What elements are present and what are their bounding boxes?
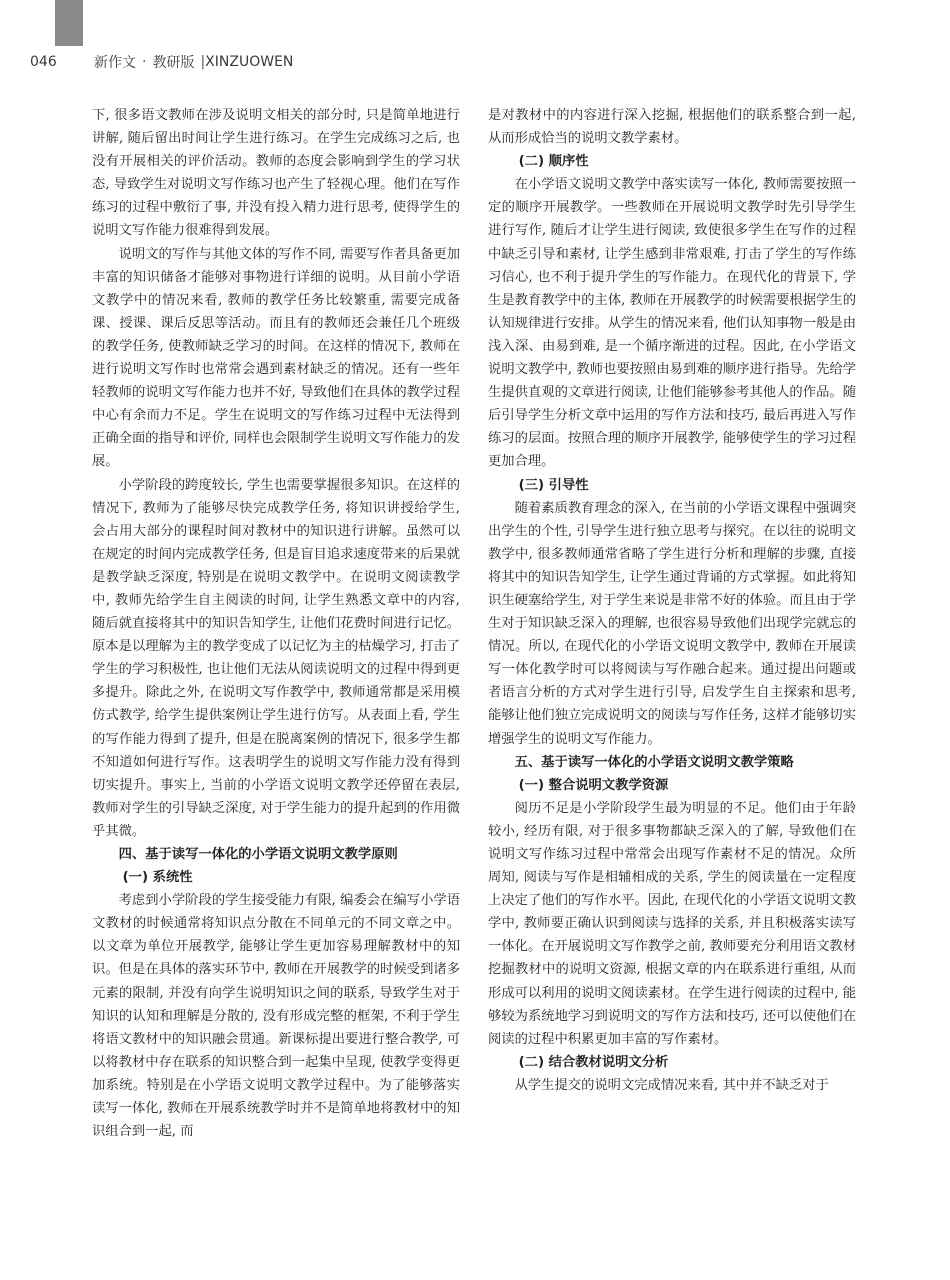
subsection-heading: (一) 系统性: [122, 870, 193, 886]
page-tab-marker: [55, 0, 83, 46]
header-dot: ·: [142, 54, 147, 70]
right-column: [488, 104, 856, 1097]
page-number: 046: [30, 54, 57, 70]
paragraph: 是对教材中的内容进行深入挖掘, 根据他们的联系整合到一起, 从而形成恰当的说明文教学素材。: [488, 108, 856, 147]
subsection-heading: (三) 引导性: [518, 477, 589, 493]
paragraph: 小学阶段的跨度较长, 学生也需要掌握很多知识。在这样的情况下, 教师为了能够尽快完成教学任务, 将知识讲授给学生, 会占用大部分的课程时间对教材中的知识进行讲解。虽然可以在规定的时间内完成教学任务, 但是盲目追求速度带来的后果就是教学缺乏深度, 特别是在说明文教学中。在说明文阅读教学中, 教师先给学生自主阅读的时间, 让学生熟悉文章中的内容, 随后就直接将其中的知识告知学生, 让他们花费时间进行记忆。原本是以理解为主的教学变成了以记忆为主的枯燥学习, 打击了学生的学习积极性, 也让他们无法从阅读说明文的过程中得到更多提升。除此之外, 在说明文写作教学中, 教师通常都是采用模仿式教学, 给学生提供案例让学生进行仿写。从表面上看, 学生的写作能力得到了提升, 但是在脱离案例的情况下, 很多学生都不知道如何进行写作。这表明学生的说明文写作能力没有得到切实提升。事实上, 当前的小学语文说明文教学还停留在表层, 教师对学生的引导缺乏深度, 对于学生能力的提升起到的作用微乎其微。: [92, 477, 460, 839]
header-divider: |: [200, 54, 206, 70]
paragraph: 在小学语文说明文教学中落实读写一体化, 教师需要按照一定的顺序开展教学。一些教师在开展说明文教学时先引导学生进行写作, 随后才让学生进行阅读, 致使很多学生在写作的过程中缺乏引导和素材, 让学生感到非常艰难, 打击了学生的写作练习信心, 也不利于提升学生的写作能力。在现代化的背景下, 学生是教育教学中的主体, 教师在开展教学的时候需要根据学生的认知规律进行安排。从学生的情况来看, 他们认知事物一般是由浅入深、由易到难, 是一个循序渐进的过程。因此, 在小学语文说明文教学中, 教师也要按照由易到难的顺序进行指导。先给学生提供直观的文章进行阅读, 让他们能够参考其他人的作品。随后引导学生分析文章中运用的写作方法和技巧, 最后再进入写作练习的层面。按照合理的顺序开展教学, 能够使学生的学习过程更加合理。: [488, 177, 856, 470]
running-header: [30, 52, 293, 72]
paragraph: 阅历不足是小学阶段学生最为明显的不足。他们由于年龄较小, 经历有限, 对于很多事物都缺乏深入的了解, 导致他们在说明文写作练习过程中常常会出现写作素材不足的情况。众所周知, 阅读与写作是相辅相成的关系, 学生的阅读量在一定程度上决定了他们的写作水平。因此, 在现代化的小学语文说明文教学中, 教师要正确认识到阅读与选择的关系, 并且积极落实读写一体化。在开展说明文写作教学之前, 教师要充分利用语文教材挖掘教材中的说明文资源, 根据文章的内在联系进行重组, 从而形成可以利用的说明文阅读素材。在学生进行阅读的过程中, 能够较为系统地学习到说明文的写作方法和技巧, 还可以使他们在阅读的过程中积累更加丰富的写作素材。: [488, 800, 856, 1047]
paragraph: 随着素质教育理念的深入, 在当前的小学语文课程中强调突出学生的个性, 引导学生进行独立思考与探究。在以往的说明文教学中, 很多教师通常省略了学生进行分析和理解的步骤, 直接将其中的知识告知学生, 让学生通过背诵的方式掌握。如此将知识生硬塞给学生, 对于学生来说是非常不好的体验。而且由于学生对于知识缺乏深入的理解, 也很容易导致他们出现学完就忘的情况。所以, 在现代化的小学语文说明文教学中, 教师在开展读写一体化教学时可以将阅读与写作融合起来。通过提出问题或者语言分析的方式对学生进行引导, 启发学生自主探索和思考, 能够让他们独立完成说明文的阅读与写作任务, 这样才能够切实增强学生的说明文写作能力。: [488, 500, 856, 747]
subsection-heading: (一) 整合说明文教学资源: [518, 777, 669, 793]
paragraph: 下, 很多语文教师在涉及说明文相关的部分时, 只是简单地进行讲解, 随后留出时间让学生进行练习。在学生完成练习之后, 也没有开展相关的评价活动。教师的态度会影响到学生的学习状态, 导致学生对说明文写作练习也产生了轻视心理。他们在写作练习的过程中敷衍了事, 并没有投入精力进行思考, 使得学生的说明文写作能力很难得到发展。: [92, 108, 460, 239]
brand-label: XINZUOWEN: [205, 54, 294, 70]
subsection-heading: (二) 结合教材说明文分析: [518, 1054, 669, 1070]
subsection-heading: (二) 顺序性: [518, 154, 589, 170]
paragraph: 说明文的写作与其他文体的写作不同, 需要写作者具备更加丰富的知识储备才能够对事物进行详细的说明。从目前小学语文教学中的情况来看, 教师的教学任务比较繁重, 需要完成备课、授课、课后反思等活动。而且有的教师还会兼任几个班级的教学任务, 使教师缺乏学习的时间。在这样的情况下, 教师在进行说明文写作时也常常会遇到素材缺乏的情况。还有一些年轻教师的说明文写作能力也并不好, 导致他们在具体的教学过程中心有余而力不足。学生在说明文的写作练习过程中无法得到正确全面的指导和评价, 同样也会限制学生说明文写作能力的发展。: [92, 246, 460, 470]
section-heading: 四、基于读写一体化的小学语文说明文教学原则: [118, 847, 398, 862]
paragraph: 考虑到小学阶段的学生接受能力有限, 编委会在编写小学语文教材的时候通常将知识点分散在不同单元的不同文章之中。以文章为单位开展教学, 能够让学生更加容易理解教材中的知识。但是在具体的落实环节中, 教师在开展教学的时候受到诸多元素的限制, 并没有向学生说明知识之间的联系, 导致学生对于知识的认知和理解是分散的, 没有形成完整的框架, 不利于学生将语文教材中的知识融会贯通。新课标提出要进行整合教学, 可以将教材中存在联系的知识整合到一起集中呈现, 使教学变得更加系统。特别是在小学语文说明文教学过程中。为了能够落实读写一体化, 教师在开展系统教学时并不是简单地将教材中的知识组合到一起, 而: [92, 893, 460, 1140]
section-heading: 五、基于读写一体化的小学语文说明文教学策略: [514, 754, 794, 770]
left-column: [92, 104, 460, 1143]
magazine-title: 新作文: [94, 55, 136, 71]
paragraph: 从学生提交的说明文完成情况来看, 其中并不缺乏对于: [514, 1077, 829, 1093]
edition-label: 教研版: [152, 55, 195, 71]
